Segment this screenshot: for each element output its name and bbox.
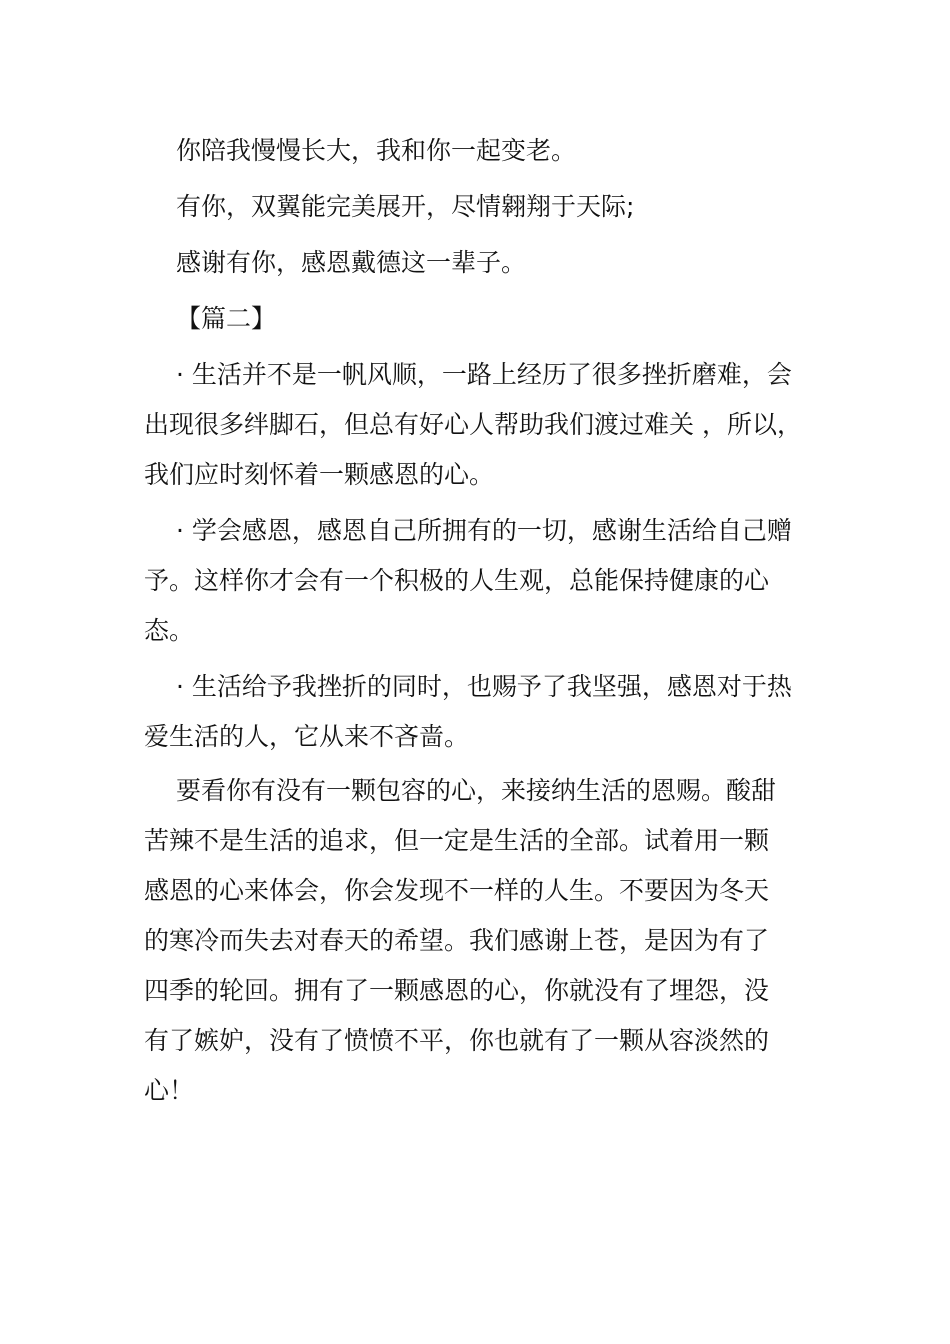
closing-line-6: 有了嫉妒，没有了愤愤不平，你也就有了一颗从容淡然的 [144,1026,770,1055]
bullet-3-line-1: · 生活给予我挫折的同时，也赐予了我坚强，感恩对于热 [176,672,792,701]
section-heading: 【篇二】 [176,304,277,333]
bullet-1-line-1: · 生活并不是一帆风顺，一路上经历了很多挫折磨难，会 [176,360,792,389]
bullet-3-line-2: 爱生活的人，它从来不吝啬。 [144,722,470,751]
bullet-2-line-2: 予。这样你才会有一个积极的人生观，总能保持健康的心 [144,566,770,595]
closing-line-5: 四季的轮回。拥有了一颗感恩的心，你就没有了埋怨，没 [144,976,770,1005]
closing-line-1: 要看你有没有一颗包容的心，来接纳生活的恩赐。酸甜 [176,776,777,805]
closing-line-3: 感恩的心来体会，你会发现不一样的人生。不要因为冬天 [144,876,770,905]
bullet-1-line-3: 我们应时刻怀着一颗感恩的心。 [144,460,495,489]
intro-line-1: 你陪我慢慢长大，我和你一起变老。 [176,136,577,165]
bullet-2-line-3: 态。 [144,616,195,645]
closing-line-4: 的寒冷而失去对春天的希望。我们感谢上苍，是因为有了 [144,926,770,955]
bullet-2-line-1: · 学会感恩，感恩自己所拥有的一切，感谢生活给自己赠 [176,516,792,545]
intro-line-2: 有你，双翼能完美展开，尽情翱翔于天际; [176,192,635,221]
closing-line-7: 心！ [144,1076,195,1105]
intro-line-3: 感谢有你，感恩戴德这一辈子。 [176,248,527,277]
closing-line-2: 苦辣不是生活的追求，但一定是生活的全部。试着用一颗 [144,826,770,855]
bullet-1-line-2: 出现很多绊脚石，但总有好心人帮助我们渡过难关 ，所以， [144,410,802,439]
